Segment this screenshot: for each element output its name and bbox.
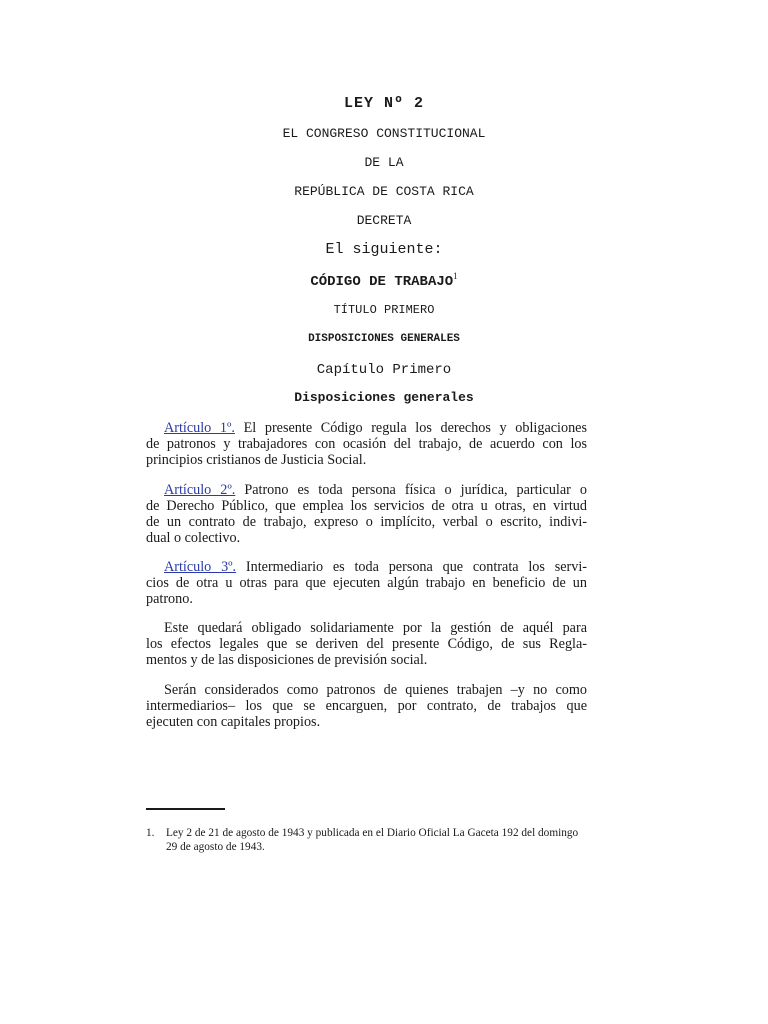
solidarity-line-3: mentos y de las disposiciones de previsión social. (146, 652, 428, 668)
article-2-line-3: de un contrato de trabajo, expreso o implícito, verbal o escrito, indivi- (146, 514, 587, 530)
employers-line-2: intermediarios– los que se encarguen, por contrato, de trabajos que (146, 698, 587, 714)
article-1-line-3: principios cristianos de Justicia Social. (146, 452, 367, 468)
solidarity-line-1: Este quedará obligado solidariamente por la gestión de aquél para (164, 620, 587, 636)
footnote-text: Ley 2 de 21 de agosto de 1943 y publicada en el Diario Oficial La Gaceta 192 del domingo 29 de agosto de 1943. (166, 827, 579, 853)
following-label: El siguiente: (325, 241, 443, 258)
employers-line-1: Serán considerados como patronos de quienes trabajen –y no como (164, 682, 587, 698)
article-3-link[interactable]: Artículo 3º. (164, 559, 237, 575)
footnote (146, 826, 587, 854)
article-1-line-1: El presente Código regula los derechos y obligaciones (234, 420, 587, 436)
solidarity-line-2: los efectos legales que se deriven del presente Código, de sus Regla- (146, 636, 587, 652)
article-1-paragraph (146, 420, 587, 468)
employers-line-3: ejecuten con capitales propios. (146, 714, 321, 730)
title-heading: TÍTULO PRIMERO (333, 303, 435, 317)
article-3-line-2: cios de otra u otras para que ejecuten algún trabajo en beneficio de un (146, 575, 587, 591)
article-3-paragraph (146, 559, 587, 607)
chapter-heading: Capítulo Primero (316, 362, 452, 378)
article-2-link[interactable]: Artículo 2º. (164, 482, 236, 498)
article-2-line-4: dual o colectivo. (146, 530, 241, 546)
employers-paragraph (146, 682, 587, 730)
article-2-paragraph (146, 482, 587, 546)
congress-line-3: REPÚBLICA DE COSTA RICA (294, 184, 474, 199)
general-provisions-heading: DISPOSICIONES GENERALES (308, 333, 460, 345)
footnote-number: 1. (146, 827, 155, 839)
footnote-divider (146, 808, 225, 810)
decree-heading: DECRETA (356, 213, 412, 228)
footnote-reference[interactable]: 1 (453, 271, 458, 281)
article-3-line-1: Intermediario es toda persona que contrata los servi- (236, 559, 587, 575)
article-1-line-2: de patronos y trabajadores con ocasión del trabajo, de acuerdo con los (146, 436, 587, 452)
congress-line-1: EL CONGRESO CONSTITUCIONAL (282, 126, 486, 141)
law-title: LEY Nº 2 (343, 95, 424, 112)
chapter-subheading: Disposiciones generales (294, 390, 474, 405)
solidarity-paragraph (146, 620, 587, 668)
article-1-link[interactable]: Artículo 1º. (164, 420, 235, 436)
article-2-line-1: Patrono es toda persona física o jurídica, particular o (235, 482, 587, 498)
code-title-text: CÓDIGO DE TRABAJO (310, 274, 454, 290)
congress-line-2: DE LA (364, 155, 404, 170)
code-title (0, 271, 768, 290)
article-3-line-3: patrono. (146, 591, 193, 607)
article-2-line-2: de Derecho Público, que emplea los servicios de otra u otras, en virtud (146, 498, 587, 514)
